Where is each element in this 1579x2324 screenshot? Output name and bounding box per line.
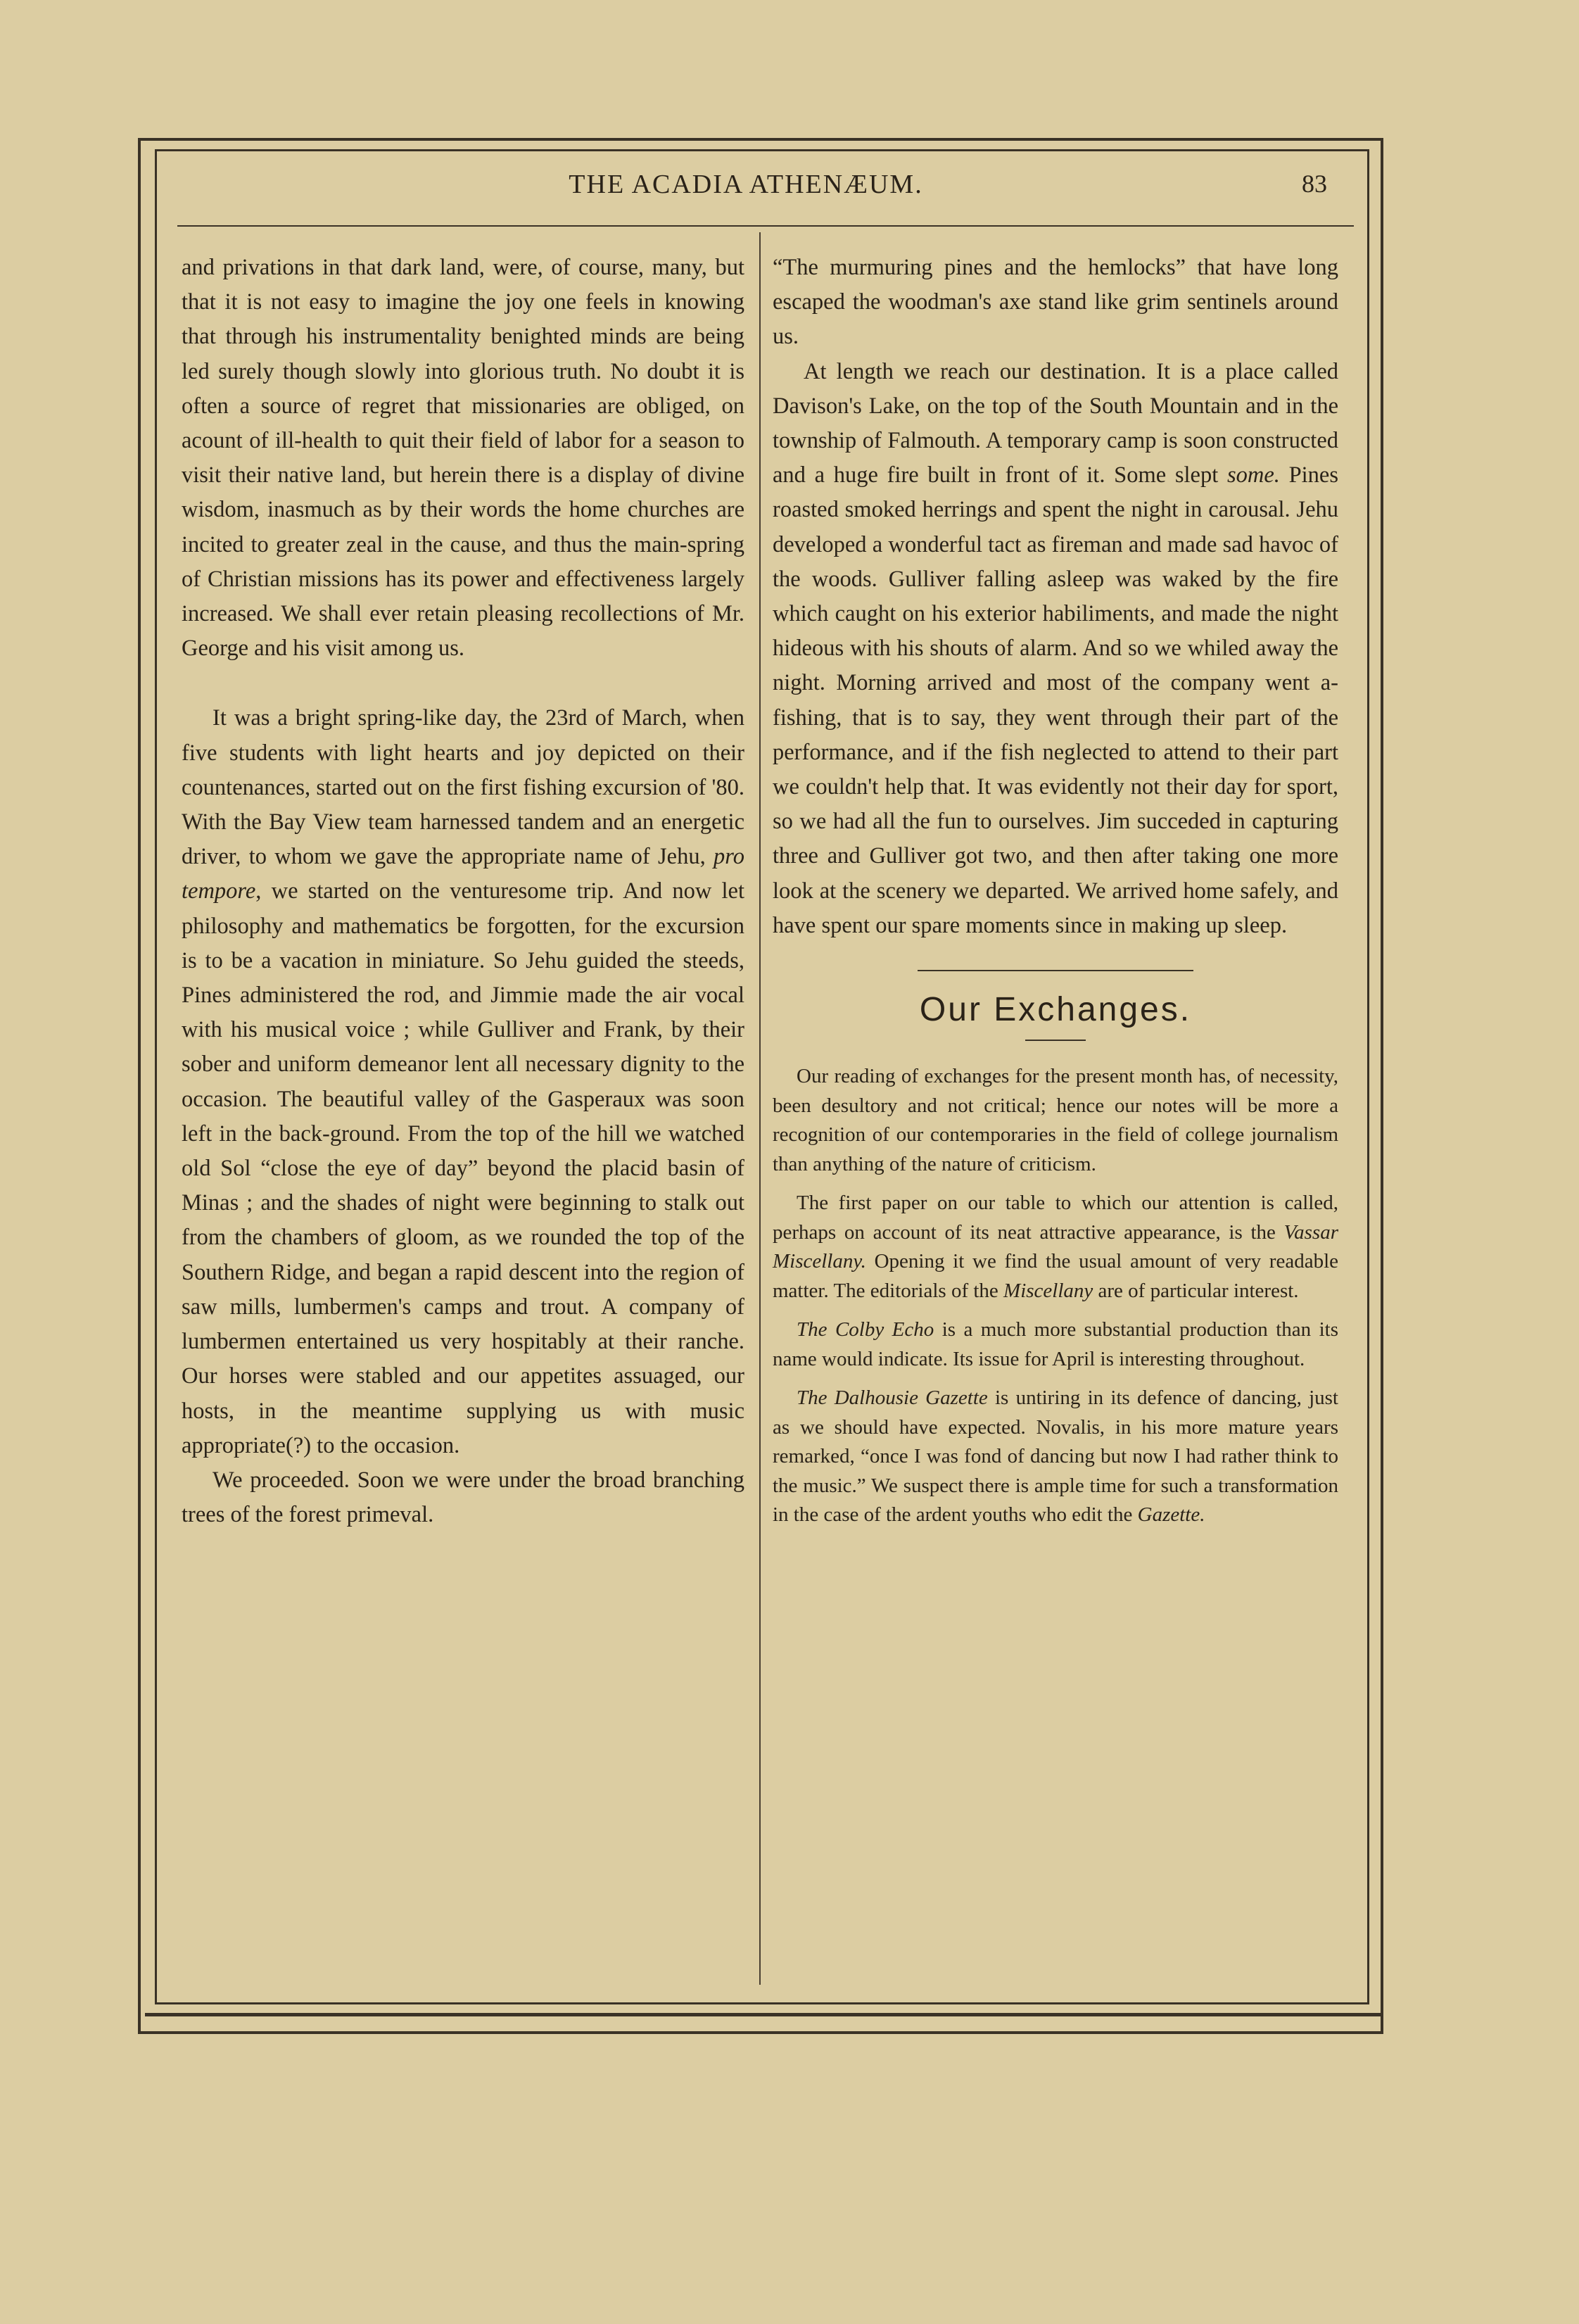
header-rule [177, 225, 1354, 227]
right-column [773, 251, 1338, 1540]
journal-title: THE ACADIA ATHENÆUM. [569, 170, 923, 199]
bottom-rule [145, 2013, 1382, 2016]
destination-paragraph: At length we reach our destination. It is a place called Davison's Lake, on the top of the South Mountain and in the township of Falmouth. A temporary camp is soon constructed and a huge fire built in front of it. Some slept some. Pines roasted smoked herrings and spent the night in carousal. Jehu developed a wonderful tact as fireman and made sad havoc of the woods. Gulliver falling asleep was waked by the fire which caught on his exterior habiliments, and made the night hideous with his shouts of alarm. And so we whiled away the night. Morning arrived and most of the company went a-fishing, that is to say, they went through their part of the performance, and if the fish neglected to attend to their part we couldn't help that. It was evidently not their day for sport, so we had all the fun to ourselves. Jim succeded in capturing three and Gulliver got two, and then after taking one more look at the scenery we departed. We arrived home safely, and have spent our spare moments since in making up sleep. [773, 358, 1338, 938]
section-rule [918, 970, 1193, 971]
page-number: 83 [1302, 170, 1327, 198]
heading-underline [1025, 1040, 1086, 1041]
colby-echo-note: The Colby Echo is a much more substantial production than its name would indicate. Its issue for April is interesting throughout. [773, 1318, 1339, 1370]
section-gap [182, 666, 744, 701]
fishing-excursion-paragraph: It was a bright spring-like day, the 23rd of March, when five students with light hearts and joy depicted on their countenances, started out on the first fishing excursion of '80. With the Bay View team harnessed tandem and an energetic driver, to whom we gave the appropriate name of Jehu, pro tempore, we started on the venturesome trip. And now let philosophy and mathematics be forgotten, for the excursion is to be a vacation in miniature. So Jehu guided the steeds, Pines administered the rod, and Jimmie made the air vocal with his musical voice ; while Gulliver and Frank, by their sober and uniform demeanor lent all necessary dignity to the occasion. The beautiful valley of the Gasperaux was soon left in the back-ground. From the top of the hill we watched old Sol “close the eye of day” beyond the placid basin of Minas ; and the shades of night were beginning to stalk out from the chambers of gloom, as we rounded the top of the Southern Ridge, and began a rapid descent into the region of saw mills, lumbermen's camps and trout. A company of lumbermen entertained us very hospitably at their ranche. Our horses were stabled and our appetites assuaged, our hosts, in the meantime supplying us with music appropriate(?) to the occasion. [182, 705, 744, 1458]
missionary-paragraph: and privations in that dark land, were, of course, many, but that it is not easy to imagine the joy one feels in knowing that through his instrumentality benighted minds are being led surely though slowly into glorious truth. No doubt it is often a source of regret that missionaries are obliged, on acount of ill-health to quit their field of labor for a season to visit their native land, but herein there is a display of divine wisdom, inasmuch as by their words the home churches are incited to greater zeal in the cause, and thus the main-spring of Christian missions has its power and effectiveness largely increased. We shall ever retain pleasing recollections of Mr. George and his visit among us. [182, 255, 744, 662]
exchanges-section [773, 1062, 1338, 1530]
column-divider [759, 232, 761, 1985]
proceeded-paragraph: We proceeded. Soon we were under the broad branching trees of the forest primeval. [182, 1467, 744, 1528]
exchanges-intro: Our reading of exchanges for the present month has, of necessity, been desultory and not critical; hence our notes will be more a recognition of our contemporaries in the field of college journalism than anything of the nature of criticism. [773, 1065, 1338, 1175]
left-column [182, 251, 744, 1532]
dalhousie-gazette-note: The Dalhousie Gazette is untiring in its defence of dancing, just as we should have expected. Novalis, in his more mature years remarked, “once I was fond of dancing but now I had rather think to the music.” We suspect there is ample time for such a transformation in the case of the ardent youths who edit the Gazette. [773, 1387, 1338, 1527]
pines-quote-paragraph: “The murmuring pines and the hemlocks” that have long escaped the woodman's axe stand like grim sentinels around us. [773, 255, 1338, 350]
exchanges-heading: Our Exchanges. [919, 991, 1192, 1029]
vassar-miscellany-note: The first paper on our table to which our attention is called, perhaps on account of its neat attractive appearance, is the Vassar Miscellany. Opening it we find the usual amount of very readable matter. The editorials of the Miscellany are of particular interest. [773, 1192, 1338, 1302]
